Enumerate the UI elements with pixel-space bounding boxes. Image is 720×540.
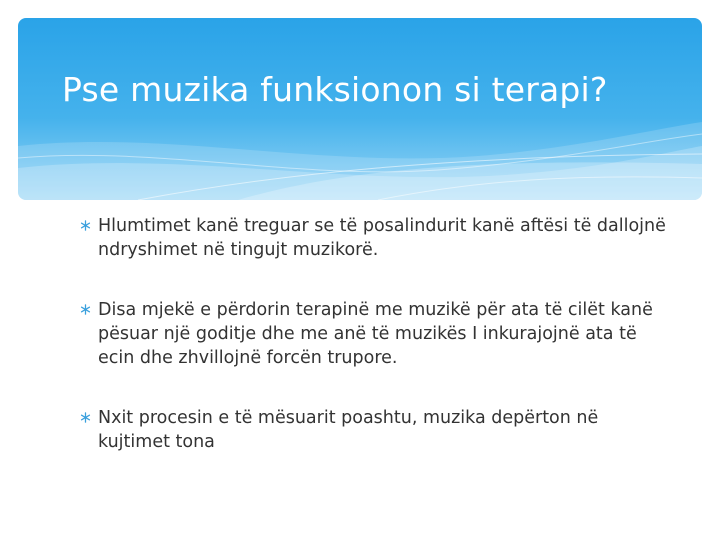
bullet-item (80, 298, 670, 370)
asterisk-icon (80, 304, 91, 315)
asterisk-icon (80, 412, 91, 423)
bullet-text: Disa mjekë e përdorin terapinë me muzikë për ata të cilët kanë pësuar një goditje dhe me anë të muzikës I inkurajojnë ata të ecin dhe zhvillojnë forcën trupore. (98, 300, 653, 368)
asterisk-icon (80, 220, 91, 231)
slide-title: Pse muzika funksionon si terapi? (62, 70, 608, 109)
bullet-text: Nxit procesin e të mësuarit poashtu, muzika depërton në kujtimet tona (98, 408, 599, 452)
bullet-item (80, 214, 670, 262)
bullet-item (80, 406, 670, 454)
bullet-list (80, 214, 670, 454)
bullet-text: Hlumtimet kanë treguar se të posalindurit kanë aftësi të dallojnë ndryshimet në tingujt muzikorë. (98, 216, 666, 260)
title-banner (18, 18, 702, 200)
